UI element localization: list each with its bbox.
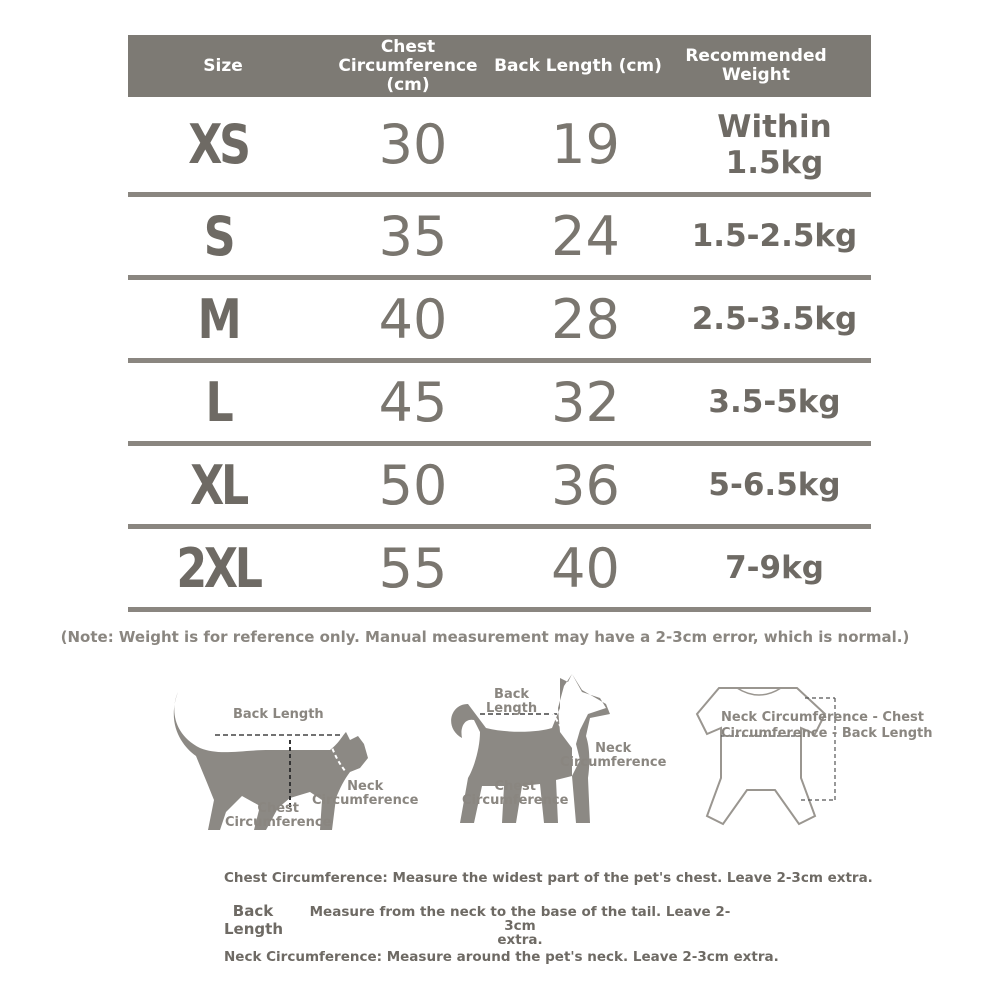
garment-measurement-diagram <box>675 678 945 833</box>
back-length-instruction-label: Back Length <box>224 902 283 938</box>
weight-cell: Within 1.5kg <box>717 108 832 181</box>
back-length-cell: 36 <box>551 453 620 517</box>
chest-cell: 30 <box>378 113 448 176</box>
chest-cell: 35 <box>378 204 448 268</box>
size-cell: 2XL <box>176 536 260 600</box>
back-length-cell: 32 <box>551 370 620 434</box>
back-length-cell: 28 <box>551 287 620 351</box>
table-row <box>128 197 871 280</box>
table-row <box>128 529 871 612</box>
back-length-cell: 40 <box>551 536 620 600</box>
back-length-cell: 19 <box>551 113 620 176</box>
header-back-length: Back Length (cm) <box>494 55 662 76</box>
neck-instruction: Neck Circumference: Measure around the pet's neck. Leave 2-3cm extra. <box>224 949 779 965</box>
dog-chest-label: Chest Circumference <box>462 779 569 808</box>
dog-measurement-diagram <box>440 668 667 833</box>
weight-cell: 7-9kg <box>725 550 824 586</box>
weight-cell: 5-6.5kg <box>708 467 841 503</box>
cat-chest-label: Chest Circumference <box>225 801 332 830</box>
cat-neck-label: Neck Circumference <box>312 779 419 808</box>
size-cell: XS <box>188 113 248 176</box>
garment-label-line2: Circumference - Back Length <box>721 726 933 741</box>
cat-measurement-diagram <box>160 680 420 840</box>
header-chest: Chest Circumference (cm) <box>338 36 478 95</box>
garment-outline-icon <box>675 678 945 833</box>
chest-cell: 45 <box>378 370 448 434</box>
size-cell: M <box>197 287 239 351</box>
garment-label-line1: Neck Circumference - Chest <box>721 710 924 725</box>
chest-cell: 40 <box>378 287 448 351</box>
dog-back-length-label: Back Length <box>486 687 538 716</box>
chest-instruction: Chest Circumference: Measure the widest part of the pet's chest. Leave 2-3cm extra. <box>224 870 873 886</box>
weight-cell: 3.5-5kg <box>708 384 841 420</box>
table-row <box>128 280 871 363</box>
back-length-instruction: Measure from the neck to the base of the tail. Leave 2-3cm extra. <box>309 904 731 948</box>
cat-back-length-label: Back Length <box>233 707 324 722</box>
size-table-body <box>128 97 871 612</box>
table-row <box>128 97 871 197</box>
weight-cell: 2.5-3.5kg <box>691 301 858 337</box>
size-cell: L <box>205 370 231 434</box>
weight-cell: 1.5-2.5kg <box>691 218 858 254</box>
header-weight: Recommended Weight <box>685 46 827 85</box>
weight-note: (Note: Weight is for reference only. Manual measurement may have a 2-3cm error, which is normal.) <box>60 628 910 646</box>
size-cell: XL <box>190 453 246 517</box>
size-table-header <box>128 35 871 97</box>
dog-neck-label: Neck Circumference <box>560 741 667 770</box>
back-length-cell: 24 <box>551 204 620 268</box>
table-row <box>128 363 871 446</box>
header-size: Size <box>203 55 243 76</box>
chest-cell: 50 <box>378 453 448 517</box>
chest-cell: 55 <box>378 536 448 600</box>
size-cell: S <box>203 204 233 268</box>
table-row <box>128 446 871 529</box>
